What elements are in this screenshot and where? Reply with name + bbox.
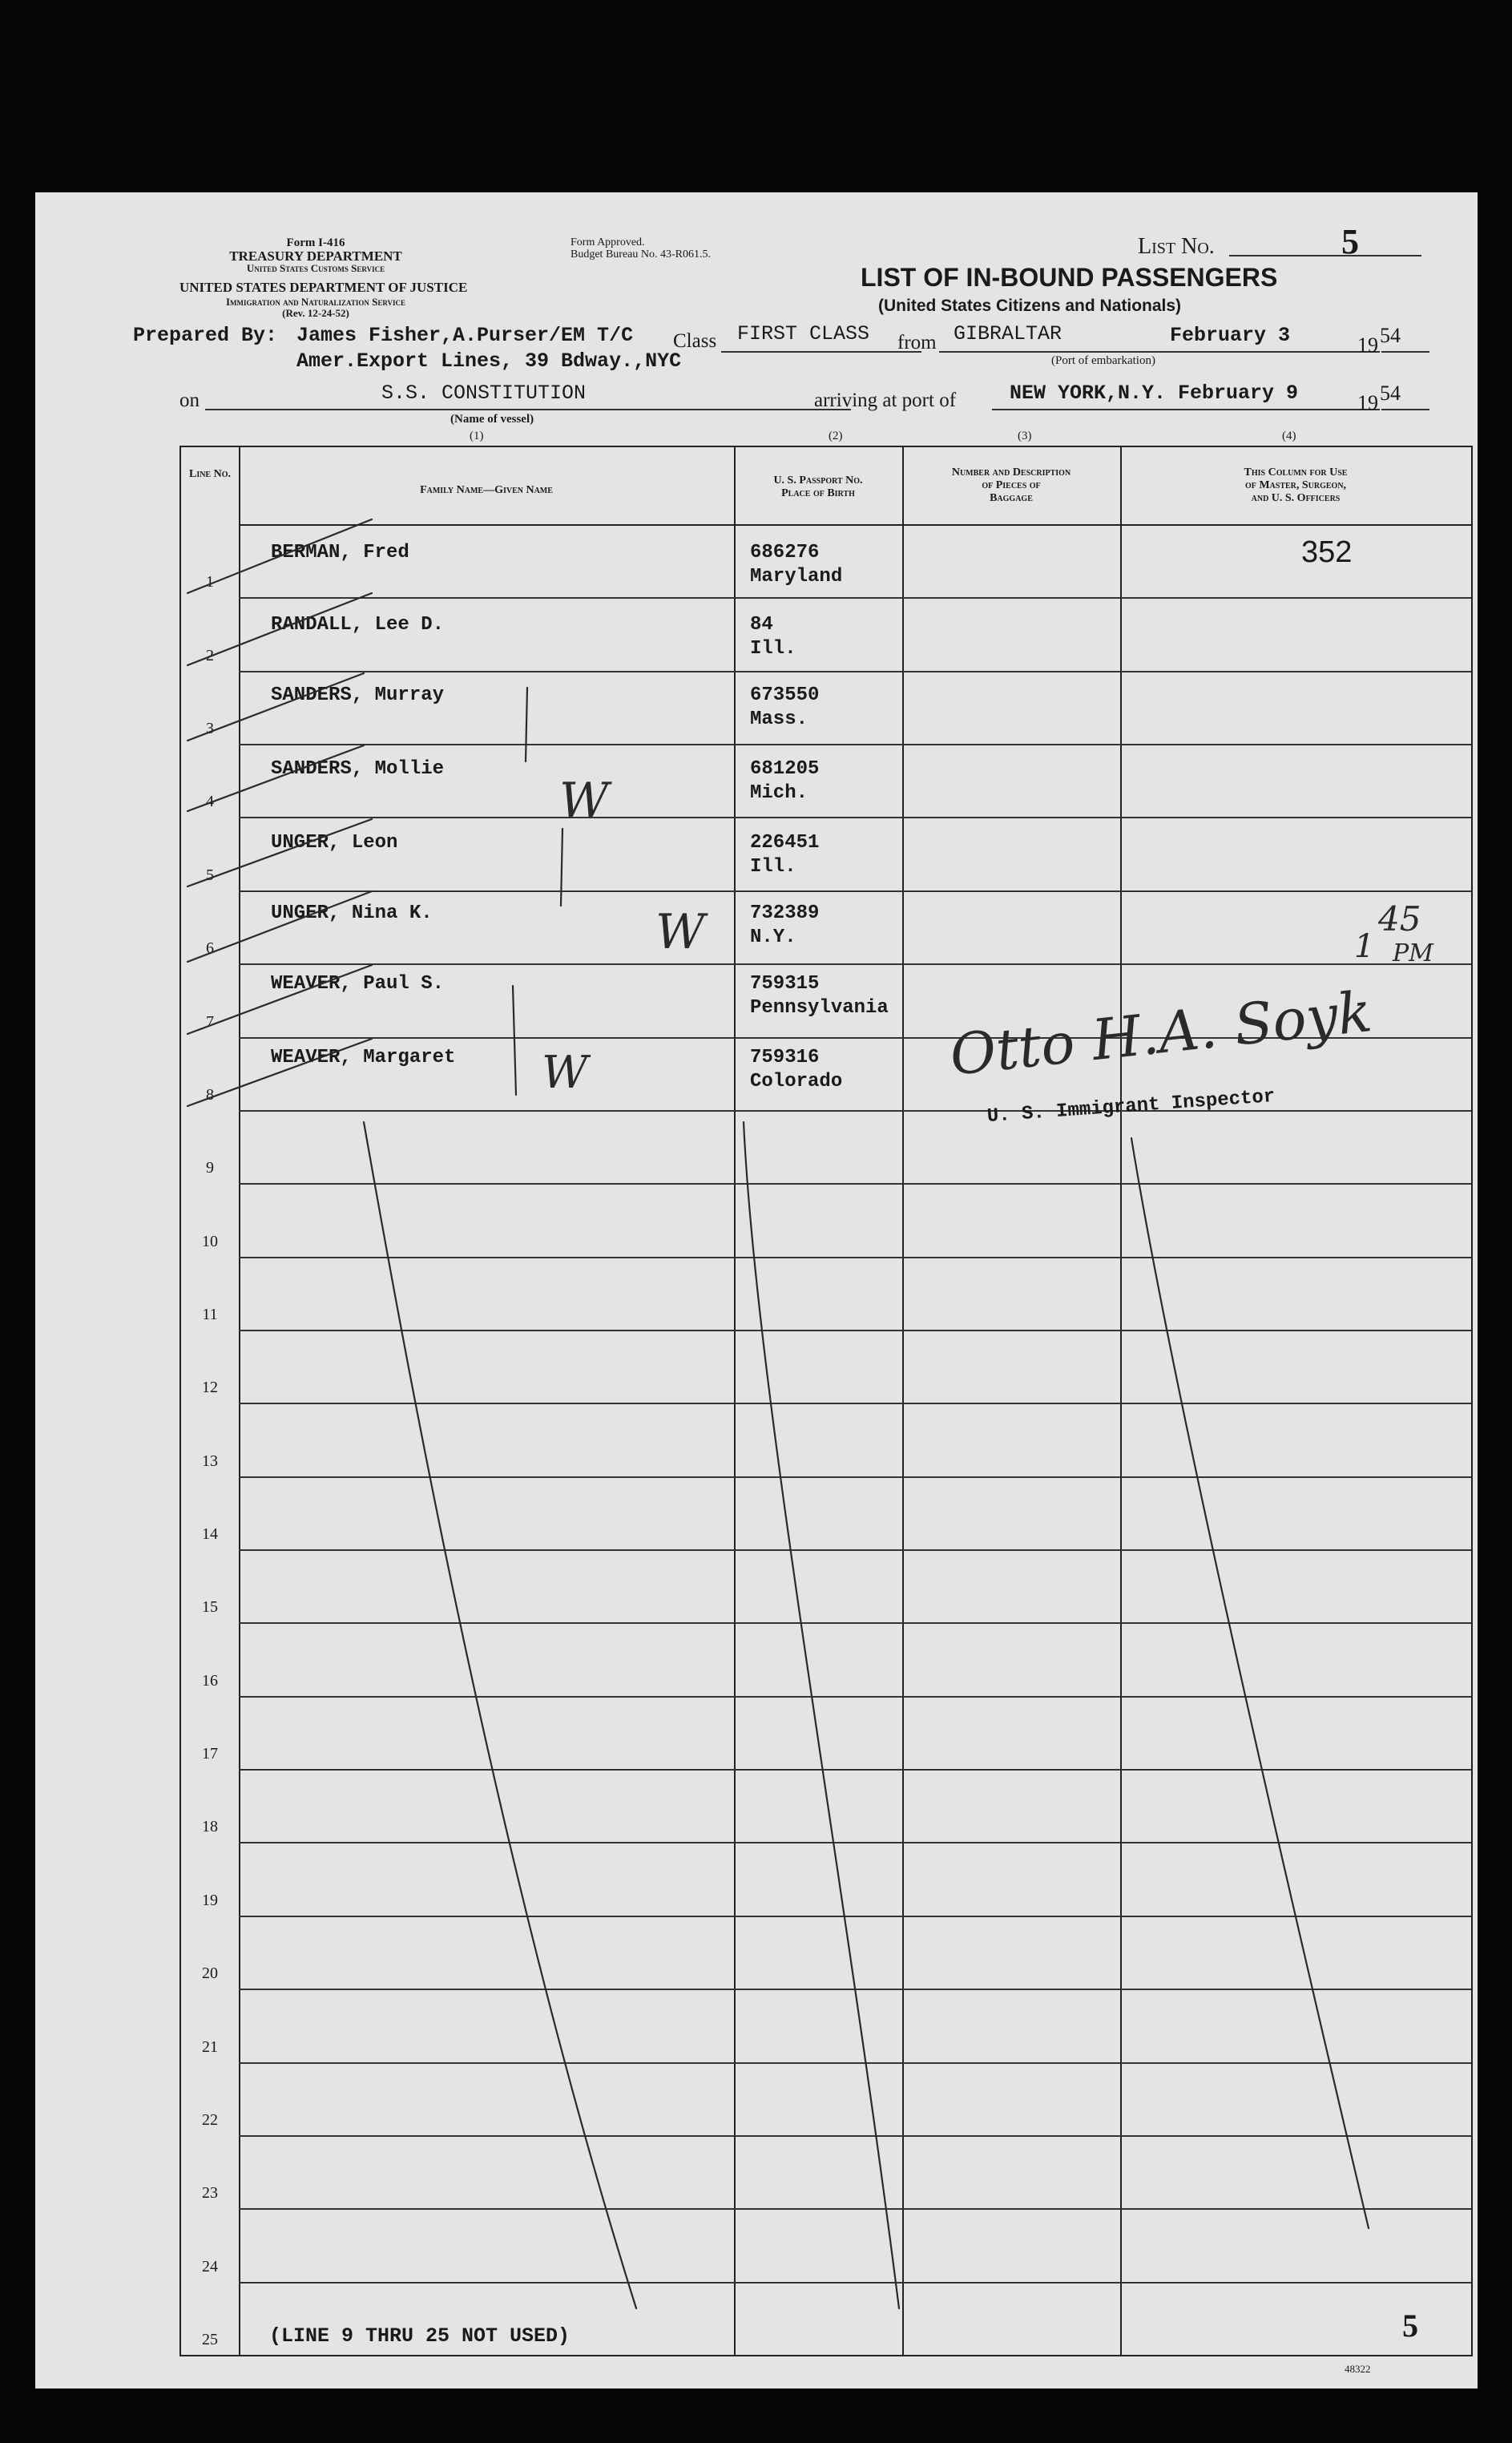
- header-baggage-1: Number and Description: [951, 466, 1071, 479]
- place-of-birth: Mich.: [750, 782, 808, 804]
- customs-service: United States Customs Service: [246, 262, 385, 274]
- arrival-port-date: NEW YORK,N.Y. February 9: [1010, 382, 1299, 405]
- form-number: Form I-416: [286, 236, 345, 249]
- approved-text: Form Approved.: [571, 236, 645, 248]
- page-subtitle: (United States Citizens and Nationals): [878, 297, 1182, 315]
- line-number: 18: [202, 1818, 218, 1836]
- line-number: 22: [202, 2110, 218, 2129]
- w-mark: W: [542, 1047, 588, 1099]
- tick-stroke: [187, 891, 372, 962]
- handwritten-strokes: [35, 192, 1478, 2388]
- officer-note: 352: [1301, 535, 1353, 569]
- diagonal-stroke: [1131, 1138, 1369, 2228]
- diagonal-stroke: [744, 1122, 899, 2308]
- treasury-dept: TREASURY DEPARTMENT: [229, 248, 402, 264]
- line-number: 2: [206, 646, 214, 664]
- passport-number: 226451: [750, 832, 820, 854]
- arriving-label: arriving at port of: [814, 390, 957, 411]
- place-of-birth: Ill.: [750, 856, 796, 878]
- time-period: PM: [1393, 939, 1433, 967]
- passenger-name: UNGER, Leon: [271, 832, 398, 854]
- col-num-2: (2): [829, 430, 843, 442]
- prepared-by-1: James Fisher,A.Purser/EM T/C: [296, 324, 634, 347]
- header-line-no: Line No.: [188, 468, 231, 480]
- tick-stroke: [187, 819, 372, 886]
- passenger-name: WEAVER, Margaret: [271, 1047, 456, 1068]
- header-officers-3: and U. S. Officers: [1251, 492, 1341, 504]
- col-num-3: (3): [1018, 430, 1032, 442]
- on-label: on: [179, 390, 200, 411]
- not-used-note: (LINE 9 THRU 25 NOT USED): [269, 2324, 571, 2348]
- bracket-stroke: [561, 829, 562, 906]
- place-of-birth: N.Y.: [750, 927, 796, 948]
- bracket-stroke: [526, 688, 527, 761]
- bracket-stroke: [513, 986, 516, 1095]
- w-mark: W: [655, 904, 705, 960]
- passport-number: 681205: [750, 758, 820, 780]
- embark-date: February 3: [1170, 324, 1291, 347]
- line-number: 16: [202, 1671, 218, 1690]
- passport-number: 759315: [750, 973, 820, 995]
- place-of-birth: Ill.: [750, 638, 796, 660]
- footer-code: 48322: [1345, 2363, 1371, 2375]
- tick-stroke: [187, 1039, 372, 1106]
- inspector-title: U. S. Immigrant Inspector: [986, 1085, 1276, 1128]
- header-baggage-2: of Pieces of: [982, 479, 1041, 491]
- line-number: 21: [202, 2037, 218, 2056]
- line-number: 24: [202, 2257, 218, 2275]
- class-label: Class: [673, 330, 717, 352]
- passport-number: 759316: [750, 1047, 820, 1068]
- port-embark-caption: (Port of embarkation): [1051, 354, 1155, 367]
- vessel-caption: (Name of vessel): [450, 413, 534, 426]
- tick-stroke: [187, 519, 372, 593]
- prepared-by-2: Amer.Export Lines, 39 Bdway.,NYC: [296, 349, 682, 373]
- passenger-name: RANDALL, Lee D.: [271, 614, 445, 636]
- class-value: FIRST CLASS: [737, 322, 870, 345]
- prepared-label: Prepared By:: [133, 324, 278, 347]
- ins-service: Immigration and Naturalization Service: [225, 296, 406, 308]
- line-number: 23: [202, 2184, 218, 2203]
- line-number: 8: [206, 1085, 214, 1104]
- page-number: 5: [1402, 2308, 1418, 2344]
- tick-stroke: [187, 593, 372, 665]
- line-number: 19: [202, 1891, 218, 1909]
- passenger-name: BERMAN, Fred: [271, 542, 409, 563]
- line-number: 7: [206, 1012, 214, 1031]
- line-number: 14: [202, 1525, 218, 1544]
- place-of-birth: Colorado: [750, 1071, 843, 1092]
- manifest-page: [35, 192, 1478, 2388]
- header-officers-2: of Master, Surgeon,: [1244, 479, 1347, 491]
- page-title: LIST OF IN-BOUND PASSENGERS: [861, 263, 1278, 292]
- line-number: 25: [202, 2331, 218, 2348]
- place-of-birth: Mass.: [750, 709, 808, 730]
- line-number: 12: [202, 1379, 218, 1397]
- header-name: Family Name—Given Name: [420, 484, 553, 496]
- col-num-1: (1): [470, 430, 484, 442]
- embark-year: 54: [1380, 324, 1401, 347]
- line-number: 5: [206, 866, 214, 884]
- revision: (Rev. 12-24-52): [282, 307, 349, 319]
- line-number: 20: [202, 1964, 218, 1983]
- tick-stroke: [187, 745, 364, 811]
- line-number: 11: [202, 1305, 218, 1323]
- diagonal-stroke: [364, 1122, 636, 2308]
- from-label: from: [897, 332, 937, 353]
- header-officers-1: This Column for Use: [1244, 466, 1348, 479]
- place-of-birth: Maryland: [750, 566, 843, 588]
- passenger-name: SANDERS, Murray: [271, 684, 445, 706]
- line-number: 17: [202, 1745, 218, 1763]
- list-no-value: 5: [1341, 222, 1359, 261]
- vessel-name: S.S. CONSTITUTION: [381, 382, 587, 405]
- line-number: 4: [206, 793, 214, 811]
- line-number: 13: [202, 1452, 218, 1470]
- arrival-year-prefix: 19: [1357, 391, 1378, 414]
- passport-number: 673550: [750, 684, 820, 706]
- time-prefix: 1: [1354, 928, 1375, 965]
- embark-year-prefix: 19: [1357, 333, 1378, 357]
- passenger-name: SANDERS, Mollie: [271, 758, 445, 780]
- port-embarkation: GIBRALTAR: [954, 322, 1062, 345]
- line-number: 15: [202, 1598, 218, 1617]
- line-number: 3: [206, 720, 214, 738]
- w-mark: W: [559, 773, 609, 829]
- passenger-name: WEAVER, Paul S.: [271, 973, 445, 995]
- tick-stroke: [187, 965, 372, 1034]
- list-no-label: List No.: [1138, 234, 1215, 259]
- passport-number: 732389: [750, 902, 820, 924]
- header-passport-1: U. S. Passport No.: [773, 474, 863, 487]
- passport-number: 686276: [750, 542, 820, 563]
- tick-stroke: [187, 673, 364, 741]
- header-baggage-3: Baggage: [990, 492, 1033, 504]
- justice-dept: UNITED STATES DEPARTMENT OF JUSTICE: [179, 280, 468, 295]
- header-passport-2: Place of Birth: [781, 487, 855, 499]
- passport-number: 84: [750, 614, 773, 636]
- budget-text: Budget Bureau No. 43-R061.5.: [571, 248, 711, 260]
- line-number: 6: [206, 939, 214, 958]
- place-of-birth: Pennsylvania: [750, 997, 889, 1019]
- line-number: 1: [206, 573, 214, 592]
- line-number: 9: [206, 1159, 214, 1177]
- arrival-year: 54: [1380, 382, 1401, 405]
- col-num-4: (4): [1282, 430, 1296, 442]
- time-minutes: 45: [1378, 899, 1421, 939]
- passenger-name: UNGER, Nina K.: [271, 902, 433, 924]
- inspector-signature: Otto H.A. Soyk: [946, 978, 1375, 1088]
- line-number: 10: [202, 1232, 218, 1250]
